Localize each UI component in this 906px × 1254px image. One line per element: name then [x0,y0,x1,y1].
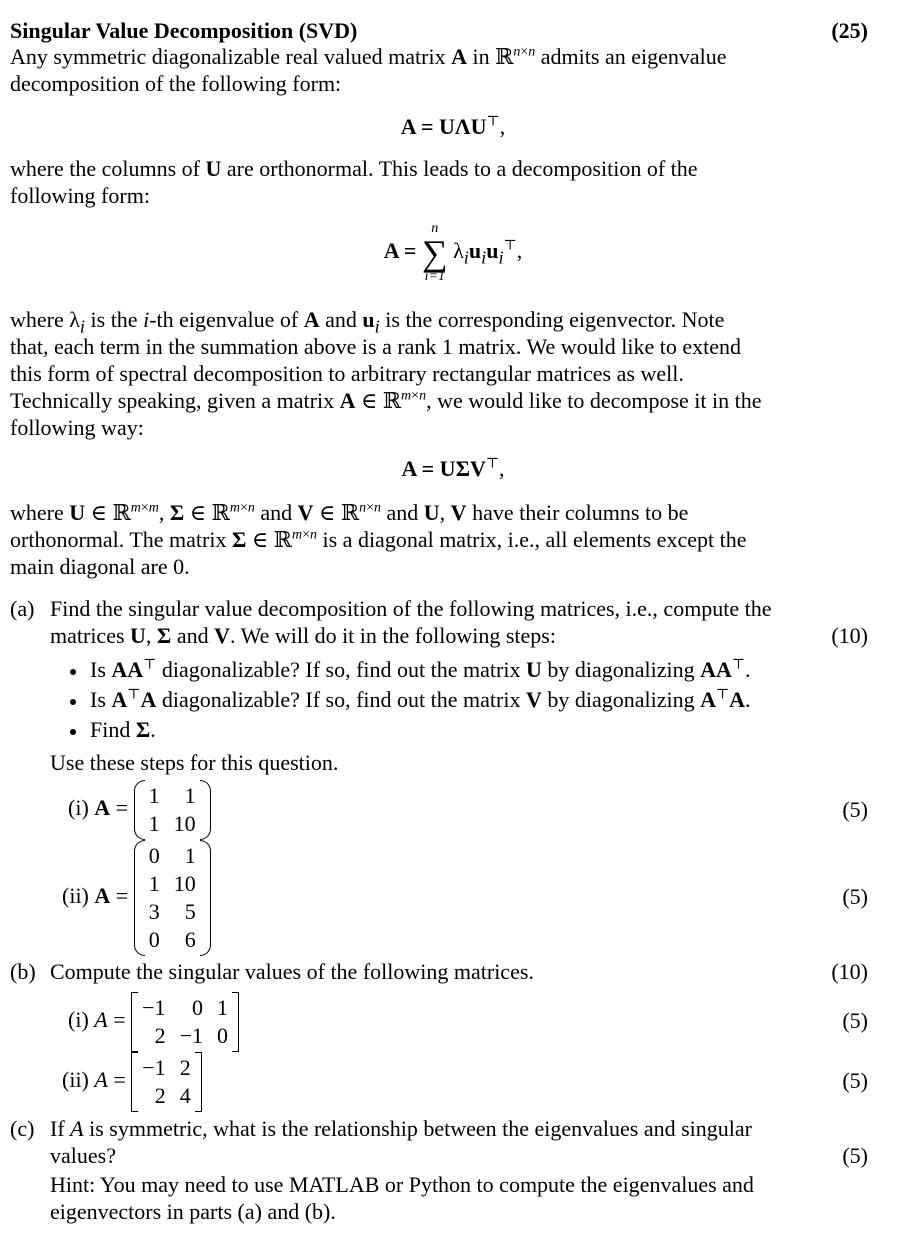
matrix-entry: 2 [154,1082,166,1108]
part-a-bullet-1: Is AA⊤ diagonalizable? If so, find out the matrix U by diagonalizing AA⊤. [70,657,751,683]
matrix-entry: 3 [148,899,160,924]
intro-line-8: Technically speaking, given a matrix A ∈ ℝ$^{m\times n}$, we would like to decompose it in the [10,388,762,413]
part-c-points: (5) [842,1143,868,1168]
intro-line-7: this form of spectral decomposition to arbitrary rectangular matrices as well. [10,361,684,386]
intro-line-12: main diagonal are 0. [10,554,190,579]
problem-points: (25) [831,18,868,43]
problem-title: Singular Value Decomposition (SVD) [10,18,358,43]
matrix-entry: 5 [184,899,196,924]
matrix-entry: 2 [179,1054,191,1080]
intro-line-2: decomposition of the following form: [10,71,342,96]
part-a-label: (a) [10,596,35,621]
intro-line-6: that, each term in the summation above is a rank 1 matrix. We would like to extend [10,334,741,359]
part-a-i-points: (5) [842,797,868,822]
part-a-points: (10) [831,623,868,648]
intro-line-9: following way: [10,415,144,440]
matrix-a-i [134,780,211,840]
part-b-label: (b) [10,959,36,984]
matrix-entry: 1 [216,994,228,1020]
part-b-i: (i) A = −1 0 1 2 −1 0 [68,990,239,1052]
intro-line-11: orthonormal. The matrix Σ ∈ ℝ$^{m\times n}$ is a diagonal matrix, i.e., all elements except the [10,527,747,552]
equation-svd: A = UΣV⊤, [401,456,505,481]
part-a-line-2: matrices U, Σ and V. We will do it in the following steps: [50,623,556,648]
part-a-line-1: Find the singular value decomposition of the following matrices, i.e., compute the [50,596,772,621]
matrix-entry: 6 [184,927,196,952]
matrix-entry: 0 [216,1022,228,1048]
matrix-entry: 1 [148,871,160,896]
matrix-entry: 4 [179,1082,191,1108]
matrix-a-ii [134,840,211,956]
bullet-icon [70,699,76,705]
part-b-i-points: (5) [842,1008,868,1033]
part-a-bullet-3: Find Σ. [70,717,156,743]
matrix-b-i [131,992,239,1052]
matrix-entry: 0 [191,994,203,1020]
intro-line-3: where the columns of U are orthonormal. This leads to a decomposition of the [10,156,698,181]
part-b-points: (10) [831,959,868,984]
matrix-b-ii [131,1052,201,1112]
intro-line-5: where $\lambda_i$ is the i-th eigenvalue of A and $u_i$ is the corresponding eigenvector. Note [10,307,725,337]
part-b-ii: (ii) A = −1 2 2 4 [62,1050,202,1112]
part-c-hint-2: eigenvectors in parts (a) and (b). [50,1199,336,1224]
matrix-entry: 0 [148,843,160,868]
intro-line-1: Any symmetric diagonalizable real valued matrix A in ℝ$^{n\times n}$ admits an eigenvalue [10,44,727,69]
bullet-icon [70,669,76,675]
matrix-entry: 1 [148,782,160,808]
part-c-line-1: If A is symmetric, what is the relationship between the eigenvalues and singular [50,1116,752,1141]
matrix-entry: 2 [154,1022,166,1048]
part-a-ii-points: (5) [842,884,868,909]
equation-eigendecomposition: A = UΛU⊤, [400,114,506,139]
intro-line-10: where U ∈ ℝ$^{m\times m}$, Σ ∈ ℝ$^{m\times n}$ and V ∈ ℝ$^{n\times n}$ and U, V have their columns to be [10,500,689,525]
bullet-icon [70,729,76,735]
matrix-entry: 1 [184,843,196,868]
matrix-entry: 1 [184,782,196,808]
matrix-entry: −1 [142,994,166,1020]
matrix-entry: 10 [173,810,196,836]
part-c-label: (c) [10,1116,35,1141]
part-a-i: (i) A = 1 1 1 10 [68,778,211,840]
part-a-steps-note: Use these steps for this question. [50,750,339,775]
matrix-entry: 1 [148,810,160,836]
part-c-line-2: values? [50,1143,116,1168]
matrix-entry: −1 [142,1054,166,1080]
intro-line-4: following form: [10,183,150,208]
part-a-ii: (ii) A = 0 1 1 10 3 5 0 6 [62,840,211,956]
part-b-ii-points: (5) [842,1068,868,1093]
matrix-entry: −1 [179,1022,203,1048]
part-a-bullet-2: Is A⊤A diagonalizable? If so, find out the matrix V by diagonalizing A⊤A. [70,687,751,713]
equation-spectral-sum: A = n ∑ i=1 $\lambda_iu_iu_i^⊤$, [383,221,523,284]
matrix-entry: 0 [148,927,160,952]
part-c-hint-1: Hint: You may need to use MATLAB or Python to compute the eigenvalues and [50,1172,754,1197]
part-b-text: Compute the singular values of the following matrices. [50,959,534,984]
matrix-entry: 10 [173,871,196,896]
